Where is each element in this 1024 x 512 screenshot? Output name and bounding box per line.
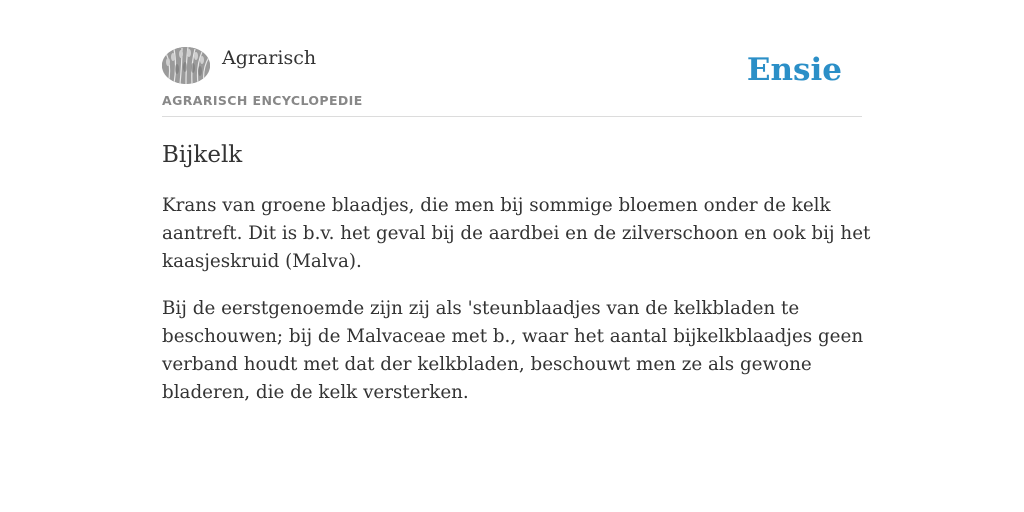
article-title: Bijkelk bbox=[162, 142, 243, 168]
article-body bbox=[162, 192, 872, 426]
brand-logo-link[interactable]: Ensie bbox=[746, 52, 842, 88]
source-subtitle: AGRARISCH ENCYCLOPEDIE bbox=[162, 93, 363, 108]
source-header bbox=[162, 44, 862, 117]
wheat-icon[interactable] bbox=[162, 47, 210, 84]
article-paragraph: Krans van groene blaadjes, die men bij sommige bloemen onder de kelk aantreft. Dit is b.v. het geval bij de aardbei en de zilverschoon en ook bij het kaasjeskruid (Malva). bbox=[162, 195, 871, 272]
source-name-link[interactable]: Agrarisch bbox=[222, 47, 317, 69]
article-paragraph: Bij de eerstgenoemde zijn zij als 'steunblaadjes van de kelkbladen te beschouwen; bij de Malvaceae met b., waar het aantal bijkelkblaadjes geen verband houdt met dat der kelkbladen, beschouwt men ze als gewone bladeren, die de kelk versterken. bbox=[162, 298, 864, 403]
